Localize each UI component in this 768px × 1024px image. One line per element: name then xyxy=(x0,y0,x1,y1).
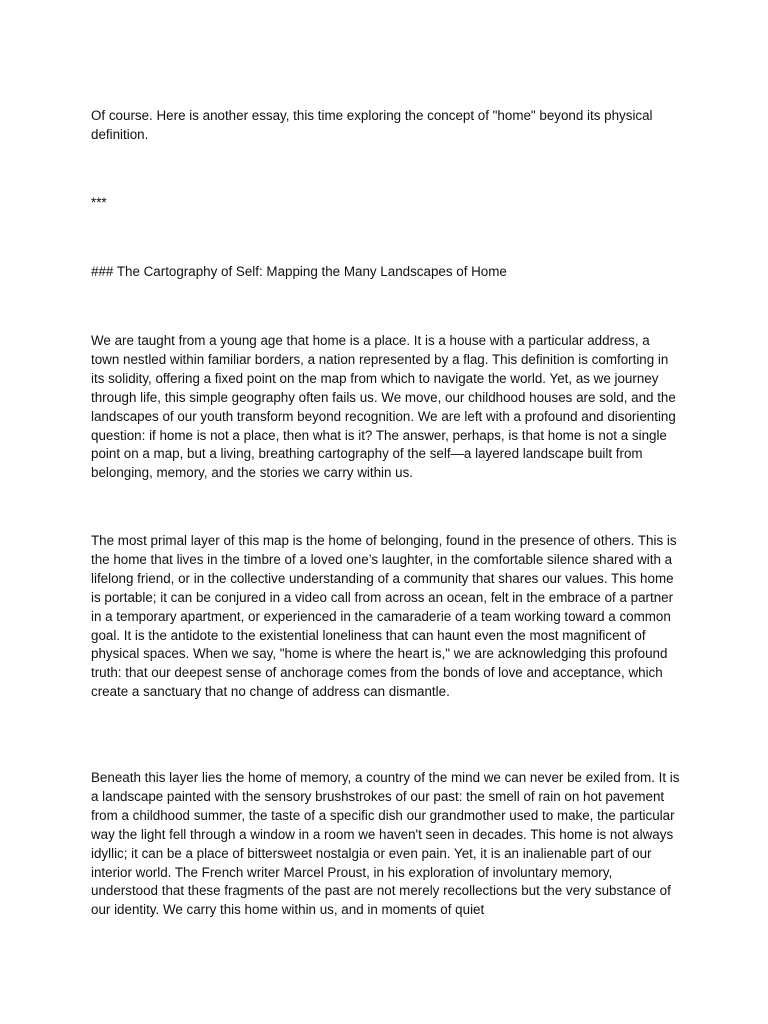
paragraph: Beneath this layer lies the home of memory, a country of the mind we can never be exiled from. It is a landscape painted with the sensory brushstrokes of our past: the smell of rain on hot pavement from a childhood summer, the taste of a specific dish our grandmother used to make, the particular way the light fell through a window in a room we haven't seen in decades. This home is not always idyllic; it can be a place of bittersweet nostalgia or even pain. Yet, it is an inalienable part of our interior world. The French writer Marcel Proust, in his exploration of involuntary memory, understood that these fragments of the past are not merely recollections but the very substance of our identity. We carry this home within us, and in moments of quiet xyxy=(91,770,680,918)
essay-heading: ### The Cartography of Self: Mapping the Many Landscapes of Home xyxy=(91,264,507,279)
section-separator: *** xyxy=(91,195,107,210)
intro-text: Of course. Here is another essay, this time exploring the concept of "home" beyond its physical definition. xyxy=(91,108,653,142)
paragraph: We are taught from a young age that home is a place. It is a house with a particular address, a town nestled within familiar borders, a nation represented by a flag. This definition is comforting in its solidity, offering a fixed point on the map from which to navigate the world. Yet, as we journey through life, this simple geography often fails us. We move, our childhood houses are sold, and the landscapes of our youth transform beyond recognition. We are left with a profound and disorienting question: if home is not a place, then what is it? The answer, perhaps, is that home is not a single point on a map, but a living, breathing cartography of the self—a layered landscape built from belonging, memory, and the stories we carry within us. xyxy=(91,333,676,481)
paragraph: The most primal layer of this map is the home of belonging, found in the presence of others. This is the home that lives in the timbre of a loved one’s laughter, in the comfortable silence shared with a lifelong friend, or in the collective understanding of a community that shares our values. This home is portable; it can be conjured in a video call from across an ocean, felt in the embrace of a partner in a temporary apartment, or experienced in the camaraderie of a team working toward a common goal. It is the antidote to the existential loneliness that can haunt even the most magnificent of physical spaces. When we say, "home is where the heart is," we are acknowledging this profound truth: that our deepest sense of anchorage comes from the bonds of love and acceptance, which create a sanctuary that no change of address can dismantle. xyxy=(91,533,677,700)
